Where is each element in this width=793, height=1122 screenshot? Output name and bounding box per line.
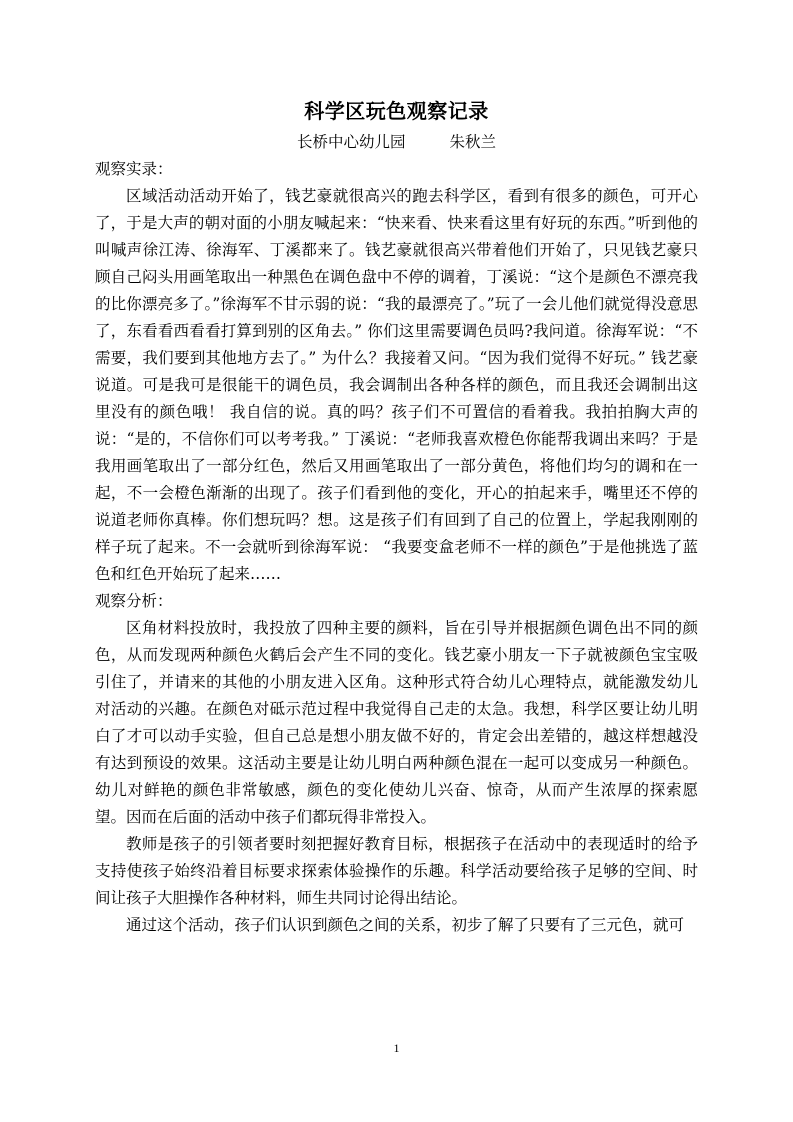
document-body [95,156,698,939]
observation-paragraph: 区域活动活动开始了，钱艺豪就很高兴的跑去科学区，看到有很多的颜色，可开心了，于是大声的朝对面的小朋友喊起来：“快来看、快来看这里有好玩的东西。”听到他的叫喊声徐江涛、徐海军、丁溪都来了。钱艺豪就很高兴带着他们开始了，只见钱艺豪只顾自己闷头用画笔取出一种黑色在调色盘中不停的调着，丁溪说：“这个是颜色不漂亮我的比你漂亮多了。”徐海军不甘示弱的说：“我的最漂亮了。”玩了一会儿他们就觉得没意思了，东看看西看看打算到别的区角去。” 你们这里需要调色员吗?我问道。徐海军说：“不需要，我们要到其他地方去了。” 为什么？我接着又问。“因为我们觉得不好玩。” 钱艺豪说道。可是我可是很能干的调色员，我会调制出各种各样的颜色，而且我还会调制出这里没有的颜色哦！ 我自信的说。真的吗？孩子们不可置信的看着我。我拍拍胸大声的说：“是的，不信你们可以考考我。” 丁溪说：“老师我喜欢橙色你能帮我调出来吗？于是我用画笔取出了一部分红色，然后又用画笔取出了一部分黄色，将他们均匀的调和在一起，不一会橙色渐渐的出现了。孩子们看到他的变化，开心的拍起来手，嘴里还不停的说道老师你真棒。你们想玩吗？想。这是孩子们有回到了自己的位置上，学起我刚刚的样子玩了起来。不一会就听到徐海军说： “我要变盒老师不一样的颜色”于是他挑选了蓝色和红色开始玩了起来…… [95,187,698,583]
observation-section-label: 观察实录： [95,160,173,178]
page-number: 1 [393,1041,400,1055]
analysis-paragraph-2: 教师是孩子的引领者要时刻把握好教育目标，根据孩子在活动中的表现适时的给予支持使孩子始终沿着目标要求探索体验操作的乐趣。科学活动要给孩子足够的空间、时间让孩子大胆操作各种材料，师生共同讨论得出结论。 [95,835,698,907]
analysis-paragraph-3: 通过这个活动，孩子们认识到颜色之间的关系，初步了解了只要有了三元色，就可 [126,916,685,934]
document-title: 科学区玩色观察记录 [304,99,489,123]
author-name: 朱秋兰 [449,133,497,151]
analysis-paragraph-1: 区角材料投放时，我投放了四种主要的颜料，旨在引导并根据颜色调色出不同的颜色，从而发现两种颜色火鹤后会产生不同的变化。钱艺豪小朋友一下子就被颜色宝宝吸引住了，并请来的其他的小朋友进入区角。这种形式符合幼儿心理特点，就能激发幼儿对活动的兴趣。在颜色对砥示范过程中我觉得自己走的太急。我想，科学区要让幼儿明白了才可以动手实验，但自己总是想小朋友做不好的，肯定会出差错的，越这样想越没有达到预设的效果。这活动主要是让幼儿明白两种颜色混在一起可以变成另一种颜色。幼儿对鲜艳的颜色非常敏感，颜色的变化使幼儿兴奋、惊奇，从而产生浓厚的探索愿望。因而在后面的活动中孩子们都玩得非常投入。 [95,619,698,826]
school-name: 长桥中心幼儿园 [296,133,406,151]
byline [0,130,793,154]
analysis-section-label: 观察分析： [95,592,173,610]
